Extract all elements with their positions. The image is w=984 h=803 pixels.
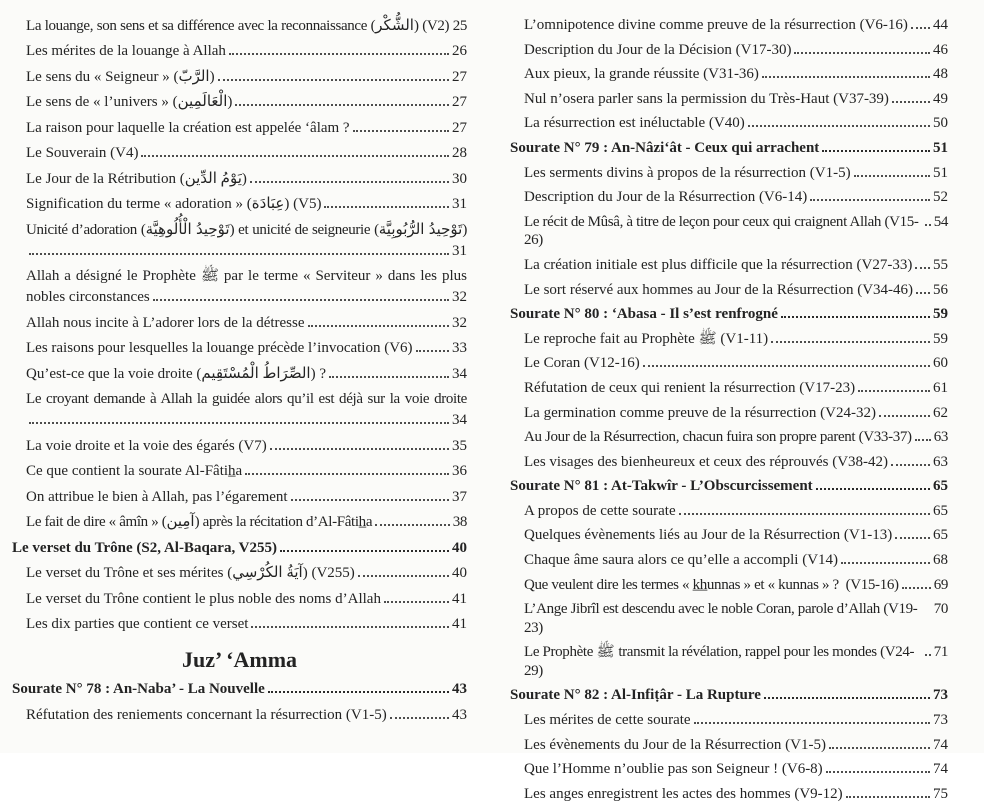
entry-title: Le verset du Trône contient le plus noble des noms d’Allah	[26, 590, 381, 607]
toc-entry	[510, 502, 948, 521]
dot-leader	[846, 796, 930, 798]
entry-title: Description du Jour de la Résurrection (V6-14)	[524, 189, 808, 206]
page-number: 69	[933, 576, 948, 593]
entry-title: Le sens de « l’univers » (الْعَالَمِين)	[26, 94, 233, 110]
toc-entry	[510, 16, 948, 35]
dot-leader	[892, 101, 930, 103]
page-number: 52	[933, 189, 948, 206]
dot-leader	[816, 488, 930, 490]
page-number: 59	[933, 330, 948, 347]
entry-title: Réfutation de ceux qui renient la résurrection (V17-23)	[524, 379, 856, 396]
entry-title: La germination comme preuve de la résurrection (V24-32)	[524, 404, 876, 421]
page-number: 60	[933, 355, 948, 372]
page-number: 40	[452, 565, 467, 581]
toc-entry	[12, 144, 467, 163]
toc-entry	[12, 242, 467, 261]
entry-title: Les serments divins à propos de la résurrection (V1-5)	[524, 164, 851, 181]
entry-title: L’omnipotence divine comme preuve de la résurrection (V6-16)	[524, 17, 908, 34]
toc-entry	[510, 354, 948, 373]
entry-title: Le verset du Trône (S2, Al-Baqara, V255)	[12, 539, 277, 556]
page-number: 74	[933, 761, 948, 778]
entry-title: Le Prophète ﷺ transmit la révélation, rappel pour les mondes (V24-29)	[524, 644, 915, 679]
dot-leader	[229, 53, 449, 55]
entry-title: Sourate N° 82 : Al-Infiṭâr - La Rupture	[510, 687, 761, 704]
page-number: 71	[933, 644, 948, 661]
toc-sourate-entry	[510, 305, 948, 324]
dot-leader	[291, 499, 449, 501]
page-number: 28	[452, 145, 467, 161]
entry-title: Chaque âme saura alors ce qu’elle a accompli (V14)	[524, 552, 839, 569]
page-number: 31	[452, 242, 467, 259]
toc-sourate-entry	[12, 680, 467, 699]
dot-leader	[679, 513, 930, 515]
dot-leader	[762, 76, 930, 78]
toc-entry	[12, 195, 467, 214]
toc-entry	[510, 164, 948, 183]
entry-title: On attribue le bien à Allah, pas l’égarement	[26, 488, 288, 505]
toc-entry	[510, 453, 948, 472]
page-number: 51	[933, 164, 948, 181]
dot-leader	[879, 415, 930, 417]
dot-leader	[915, 267, 930, 269]
dot-leader	[390, 717, 449, 719]
page-number: 34	[452, 412, 467, 428]
entry-title: Ce que contient la sourate Al-Fâtih̲a	[26, 463, 243, 479]
dot-leader	[324, 206, 449, 208]
page-number: 75	[933, 785, 948, 802]
page-number: 41	[452, 616, 467, 632]
entry-title: Quelques évènements liés au Jour de la Résurrection (V1-13)	[524, 527, 893, 544]
dot-leader	[826, 771, 930, 773]
toc-entry	[12, 119, 467, 138]
dot-leader	[375, 524, 450, 526]
entry-title: La création initiale est plus difficile que la résurrection (V27-33)	[524, 256, 913, 273]
entry-title: Le reproche fait au Prophète ﷺ (V1-11)	[524, 330, 769, 347]
dot-leader	[822, 150, 930, 152]
page-number: 30	[452, 170, 467, 187]
page-number: 74	[933, 736, 948, 753]
toc-entry	[510, 736, 948, 755]
toc-entry	[12, 339, 467, 358]
toc-entry	[12, 365, 467, 384]
toc-entry: Unicité d’adoration (تَوْحِيدُ الْأُلُوهِيَّة) et unicité de seigneurie (تَوْحِيدُ الرُّبُوبِيَّة)	[26, 221, 468, 238]
dot-leader	[794, 52, 930, 54]
toc-entry	[510, 576, 948, 595]
entry-title: Que veulent dire les termes « k̲h̲unnas » et « kunnas » ? (V15-16)	[524, 576, 899, 593]
dot-leader	[141, 155, 449, 157]
entry-title: Le Coran (V12-16)	[524, 355, 640, 372]
page-number: 55	[933, 256, 948, 273]
entry-title: Nul n’osera parler sans la permission du Très-Haut (V37-39)	[524, 90, 889, 107]
entry-title: Au Jour de la Résurrection, chacun fuira son propre parent (V33-37)	[524, 429, 912, 446]
entry-title: Les dix parties que contient ce verset	[26, 616, 249, 632]
entry-title: Le sens du « Seigneur » (الرَّبّ)	[26, 68, 215, 85]
toc-entry	[510, 281, 948, 300]
page-number: 51	[933, 140, 948, 157]
dot-leader	[891, 464, 930, 466]
toc-entry	[510, 330, 948, 349]
toc-entry	[510, 188, 948, 207]
page-number: 43	[452, 681, 467, 697]
toc-column-left	[12, 10, 467, 725]
toc-entry	[12, 314, 467, 333]
entry-title: Les évènements du Jour de la Résurrection (V1-5)	[524, 736, 826, 753]
page-number: 38	[452, 514, 467, 530]
entry-title: Sourate N° 78 : An-Naba’ - La Nouvelle	[12, 681, 265, 697]
dot-leader	[829, 747, 930, 749]
section-heading: Juz’ ‘Amma	[181, 647, 298, 672]
dot-leader	[915, 439, 931, 441]
entry-title: Que l’Homme n’oublie pas son Seigneur ! (V6-8)	[524, 761, 823, 778]
toc-entry	[12, 706, 467, 725]
page-number: 62	[933, 404, 948, 421]
entry-title: Les anges enregistrent les actes des hommes (V9-12)	[524, 785, 843, 802]
toc-entry	[510, 379, 948, 398]
entry-title: Le sort réservé aux hommes au Jour de la Résurrection (V34-46)	[524, 281, 914, 298]
page-number: 73	[933, 687, 948, 704]
dot-leader	[416, 350, 449, 352]
toc-entry	[510, 114, 948, 133]
page-number: 41	[452, 590, 467, 607]
dot-leader	[858, 390, 930, 392]
dot-leader	[235, 104, 449, 106]
page-number: 27	[452, 94, 467, 110]
toc-entry: Allah a désigné le Prophète ﷺ par le terme « Serviteur » dans les plus	[26, 268, 467, 284]
toc-entry: Le croyant demande à Allah la guidée alors qu’il est déjà sur la voie droite	[26, 391, 467, 407]
page-number: 54	[933, 213, 948, 230]
dot-leader	[308, 325, 449, 327]
entry-title: L’Ange Jibrîl est descendu avec le noble Coran, parole d’Allah (V19-23)	[524, 601, 918, 636]
toc-entry: La louange, son sens et sa différence avec la reconnaissance (الشُّكْر) (V2) 25	[26, 17, 468, 34]
entry-title: Sourate N° 80 : ‘Abasa - Il s’est renfrogné	[510, 306, 778, 323]
dot-leader	[218, 79, 449, 81]
page-number: 32	[452, 289, 467, 305]
dot-leader	[925, 654, 931, 656]
page-number: 43	[452, 706, 467, 723]
entry-title: Allah nous incite à L’adorer lors de la détresse	[26, 314, 305, 331]
entry-title: Aux pieux, la grande réussite (V31-36)	[524, 66, 759, 83]
toc-sourate-entry	[510, 686, 948, 705]
toc-entry	[510, 600, 948, 637]
dot-leader	[29, 253, 449, 255]
entry-title: Réfutation des reniements concernant la résurrection (V1-5)	[26, 706, 387, 723]
toc-entry	[510, 404, 948, 423]
page-number: 61	[933, 379, 948, 396]
dot-leader	[270, 448, 449, 450]
dot-leader	[29, 422, 449, 424]
page-number: 68	[933, 552, 948, 569]
toc-sourate-entry	[12, 539, 467, 558]
page-number: 40	[452, 539, 467, 556]
entry-title: Signification du terme « adoration » (عِبَادَة) (V5)	[26, 196, 322, 212]
toc-entry	[12, 170, 467, 189]
entry-title: Le fait de dire « âmîn » (آمِين) après la récitation d’Al-Fâtih̲a	[26, 514, 373, 530]
entry-title: La résurrection est inéluctable (V40)	[524, 115, 745, 132]
page-number: 65	[933, 478, 948, 495]
page-number: 35	[452, 437, 467, 454]
dot-leader	[694, 722, 930, 724]
page-number: 31	[452, 196, 467, 212]
toc-entry	[510, 41, 948, 60]
page-number: 63	[933, 429, 948, 446]
page-number: 63	[933, 453, 948, 470]
page-number: 33	[452, 340, 467, 356]
entry-title: Le verset du Trône et ses mérites (آيَةُ الكُرْسِي) (V255)	[26, 565, 355, 581]
entry-title: Description du Jour de la Décision (V17-30)	[524, 41, 792, 58]
dot-leader	[841, 562, 930, 564]
toc-entry	[12, 462, 467, 481]
page-number: 49	[933, 90, 948, 107]
entry-title: Le Souverain (V4)	[26, 145, 139, 161]
entry-title: Les visages des bienheureux et ceux des réprouvés (V38-42)	[524, 453, 889, 470]
dot-leader	[245, 473, 449, 475]
toc-entry	[12, 488, 467, 507]
entry-title: Sourate N° 81 : At-Takwîr - L’Obscurcissement	[510, 478, 813, 495]
toc-entry	[510, 760, 948, 779]
dot-leader	[250, 181, 449, 183]
toc-entry	[510, 213, 948, 250]
dot-leader	[268, 691, 449, 693]
entry-title: Sourate N° 79 : An-Nâzi‘ât - Ceux qui arrachent	[510, 140, 820, 157]
toc-entry	[510, 551, 948, 570]
entry-title: Les mérites de cette sourate	[524, 712, 691, 729]
page-number: 65	[933, 527, 948, 544]
page-number: 59	[933, 306, 948, 323]
dot-leader	[916, 292, 930, 294]
dot-leader	[280, 550, 449, 552]
toc-sourate-entry	[510, 477, 948, 496]
dot-leader	[748, 125, 930, 127]
dot-leader	[384, 601, 449, 603]
toc-sourate-entry	[510, 139, 948, 158]
toc-entry	[510, 65, 948, 84]
entry-title: Le récit de Mûsâ, à titre de leçon pour ceux qui craignent Allah (V15-26)	[524, 213, 919, 249]
toc-entry	[12, 590, 467, 609]
dot-leader	[153, 299, 449, 301]
toc-entry	[12, 288, 467, 307]
entry-title: Qu’est-ce que la voie droite (الصِّرَاطُ الْمُسْتَقِيم) ?	[26, 365, 326, 382]
toc-column-right	[510, 10, 948, 803]
page-number: 26	[452, 43, 467, 59]
dot-leader	[854, 175, 930, 177]
toc-entry	[12, 42, 467, 61]
toc-entry	[510, 643, 948, 680]
dot-leader	[895, 537, 930, 539]
dot-leader	[353, 130, 449, 132]
page-number: 46	[933, 41, 948, 58]
entry-title: A propos de cette sourate	[524, 502, 676, 519]
dot-leader	[358, 575, 449, 577]
dot-leader	[925, 224, 931, 226]
toc-entry	[510, 90, 948, 109]
entry-title: nobles circonstances	[26, 289, 150, 305]
page-number: 27	[452, 119, 467, 136]
page-number: 34	[452, 365, 467, 382]
toc-entry	[12, 68, 467, 87]
toc-entry	[12, 564, 467, 583]
entry-title: La voie droite et la voie des égarés (V7)	[26, 437, 267, 454]
toc-entry	[510, 256, 948, 275]
toc-entry	[12, 411, 467, 430]
dot-leader	[329, 376, 449, 378]
page-number: 56	[933, 281, 948, 298]
dot-leader	[251, 626, 449, 628]
dot-leader	[902, 587, 931, 589]
page-number: 44	[933, 17, 948, 34]
page-number: 65	[933, 502, 948, 519]
dot-leader	[643, 365, 930, 367]
page-number: 50	[933, 115, 948, 132]
toc-entry	[12, 615, 467, 634]
dot-leader	[911, 27, 930, 29]
toc-entry	[12, 513, 467, 532]
page-number: 32	[452, 314, 467, 331]
toc-entry	[510, 526, 948, 545]
dot-leader	[781, 316, 930, 318]
toc-entry	[510, 785, 948, 803]
dot-leader	[764, 697, 930, 699]
toc-entry	[510, 711, 948, 730]
page-number: 37	[452, 488, 467, 505]
entry-title: Le Jour de la Rétribution (يَوْمُ الدِّين)	[26, 170, 247, 187]
entry-title: La raison pour laquelle la création est appelée ‘âlam ?	[26, 119, 350, 136]
toc-entry	[510, 428, 948, 447]
page-number: 36	[452, 463, 467, 479]
page-number: 27	[452, 68, 467, 85]
dot-leader	[771, 341, 930, 343]
entry-title: Les raisons pour lesquelles la louange précède l’invocation (V6)	[26, 340, 413, 356]
entry-title: Les mérites de la louange à Allah	[26, 43, 226, 59]
dot-leader	[810, 199, 930, 201]
toc-entry	[12, 93, 467, 112]
page-number: 70	[933, 601, 948, 618]
page-number: 48	[933, 66, 948, 83]
page-number: 73	[933, 712, 948, 729]
toc-entry	[12, 437, 467, 456]
